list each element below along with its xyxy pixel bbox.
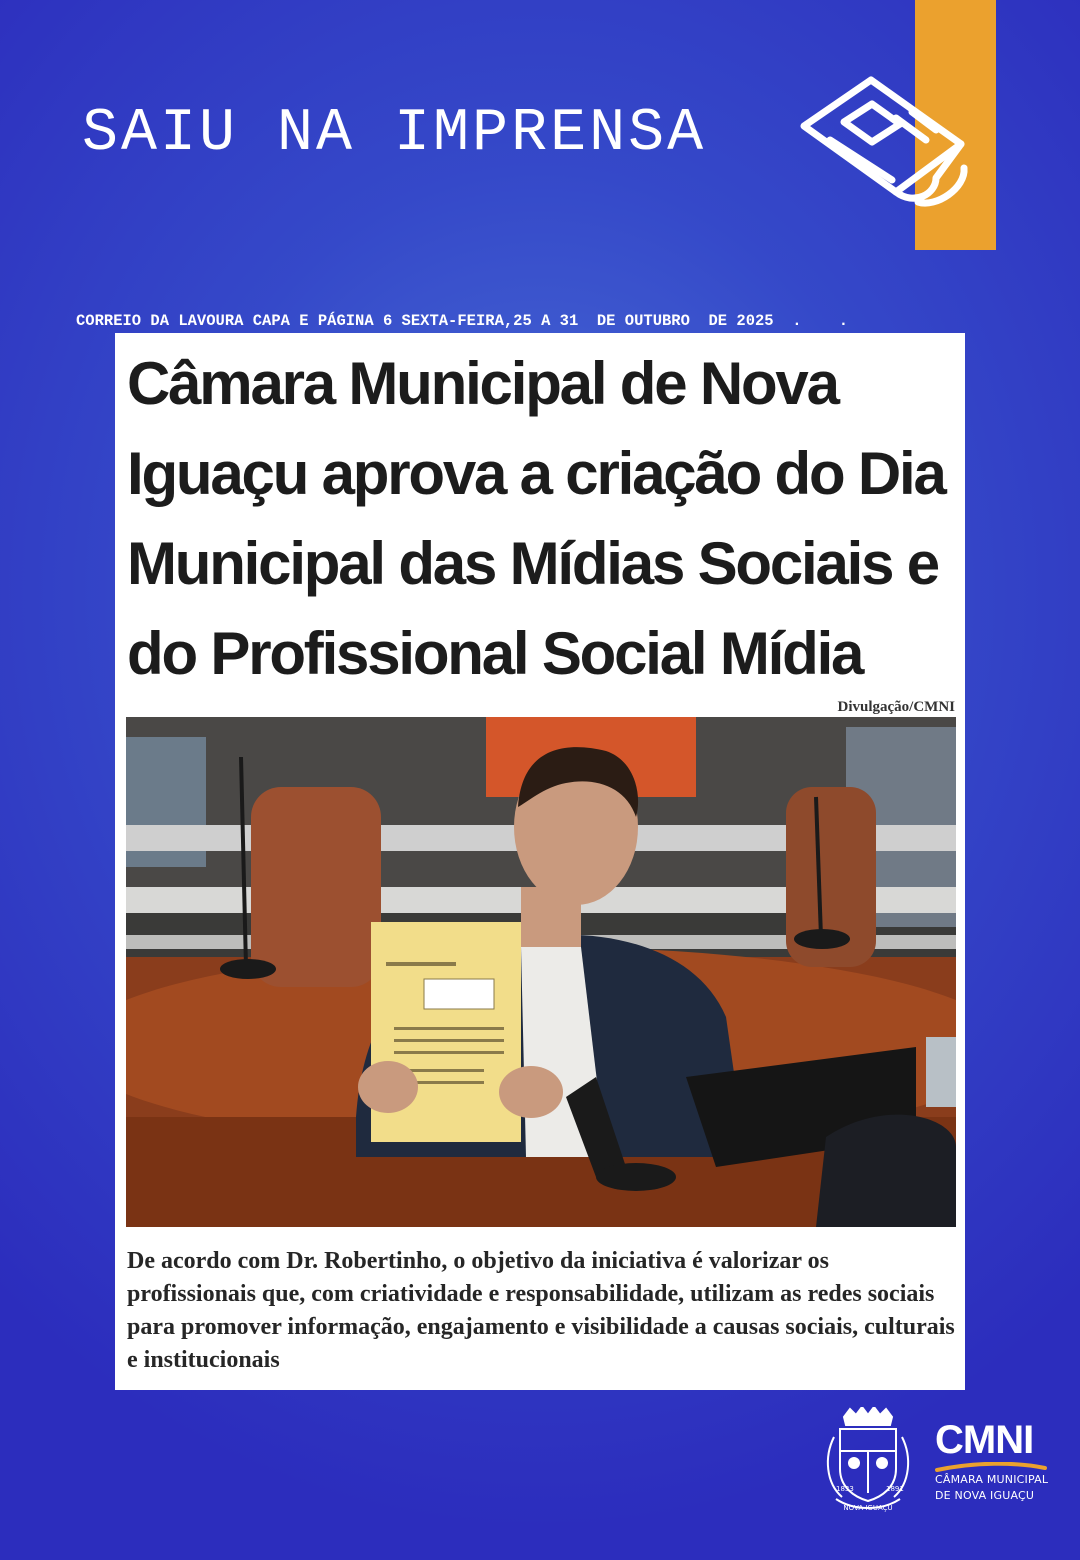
source-line: CORREIO DA LAVOURA CAPA E PÁGINA 6 SEXTA-FEIRA,25 A 31 DE OUTUBRO DE 2025 . .	[76, 312, 849, 330]
banner-title: SAIU NA IMPRENSA	[82, 100, 707, 168]
nova-iguacu-coat-of-arms-icon	[820, 1407, 916, 1515]
seal-year-left: 1833	[836, 1485, 854, 1493]
seal-year-right: 1891	[886, 1485, 904, 1493]
photo-credit: Divulgação/CMNI	[837, 699, 955, 715]
cmni-logo-line1: CÂMARA MUNICIPAL	[935, 1473, 1049, 1486]
newspaper-clipping	[115, 333, 965, 1390]
seal-ribbon: NOVA IGUAÇU	[843, 1504, 893, 1512]
clipping-headline: Câmara Municipal de Nova Iguaçu aprova a criação do Dia Municipal das Mídias Sociais e do Profissional Social Mídia	[127, 350, 945, 687]
newspaper-icon	[796, 68, 972, 208]
cmni-logo-mark: CMNI	[935, 1418, 1034, 1462]
cmni-logo-line2: DE NOVA IGUAÇU	[935, 1489, 1035, 1502]
clipping-caption: De acordo com Dr. Robertinho, o objetivo da iniciativa é valorizar os profissionais que, com criatividade e responsabilidade, utilizam as redes sociais para promover informação, engajamento e visibilidade a causas sociais, culturais e institucionais	[127, 1248, 955, 1373]
cmni-logo	[935, 1418, 1053, 1512]
councilman-photo	[126, 717, 956, 1227]
cmni-swoosh-icon	[935, 1462, 1047, 1472]
